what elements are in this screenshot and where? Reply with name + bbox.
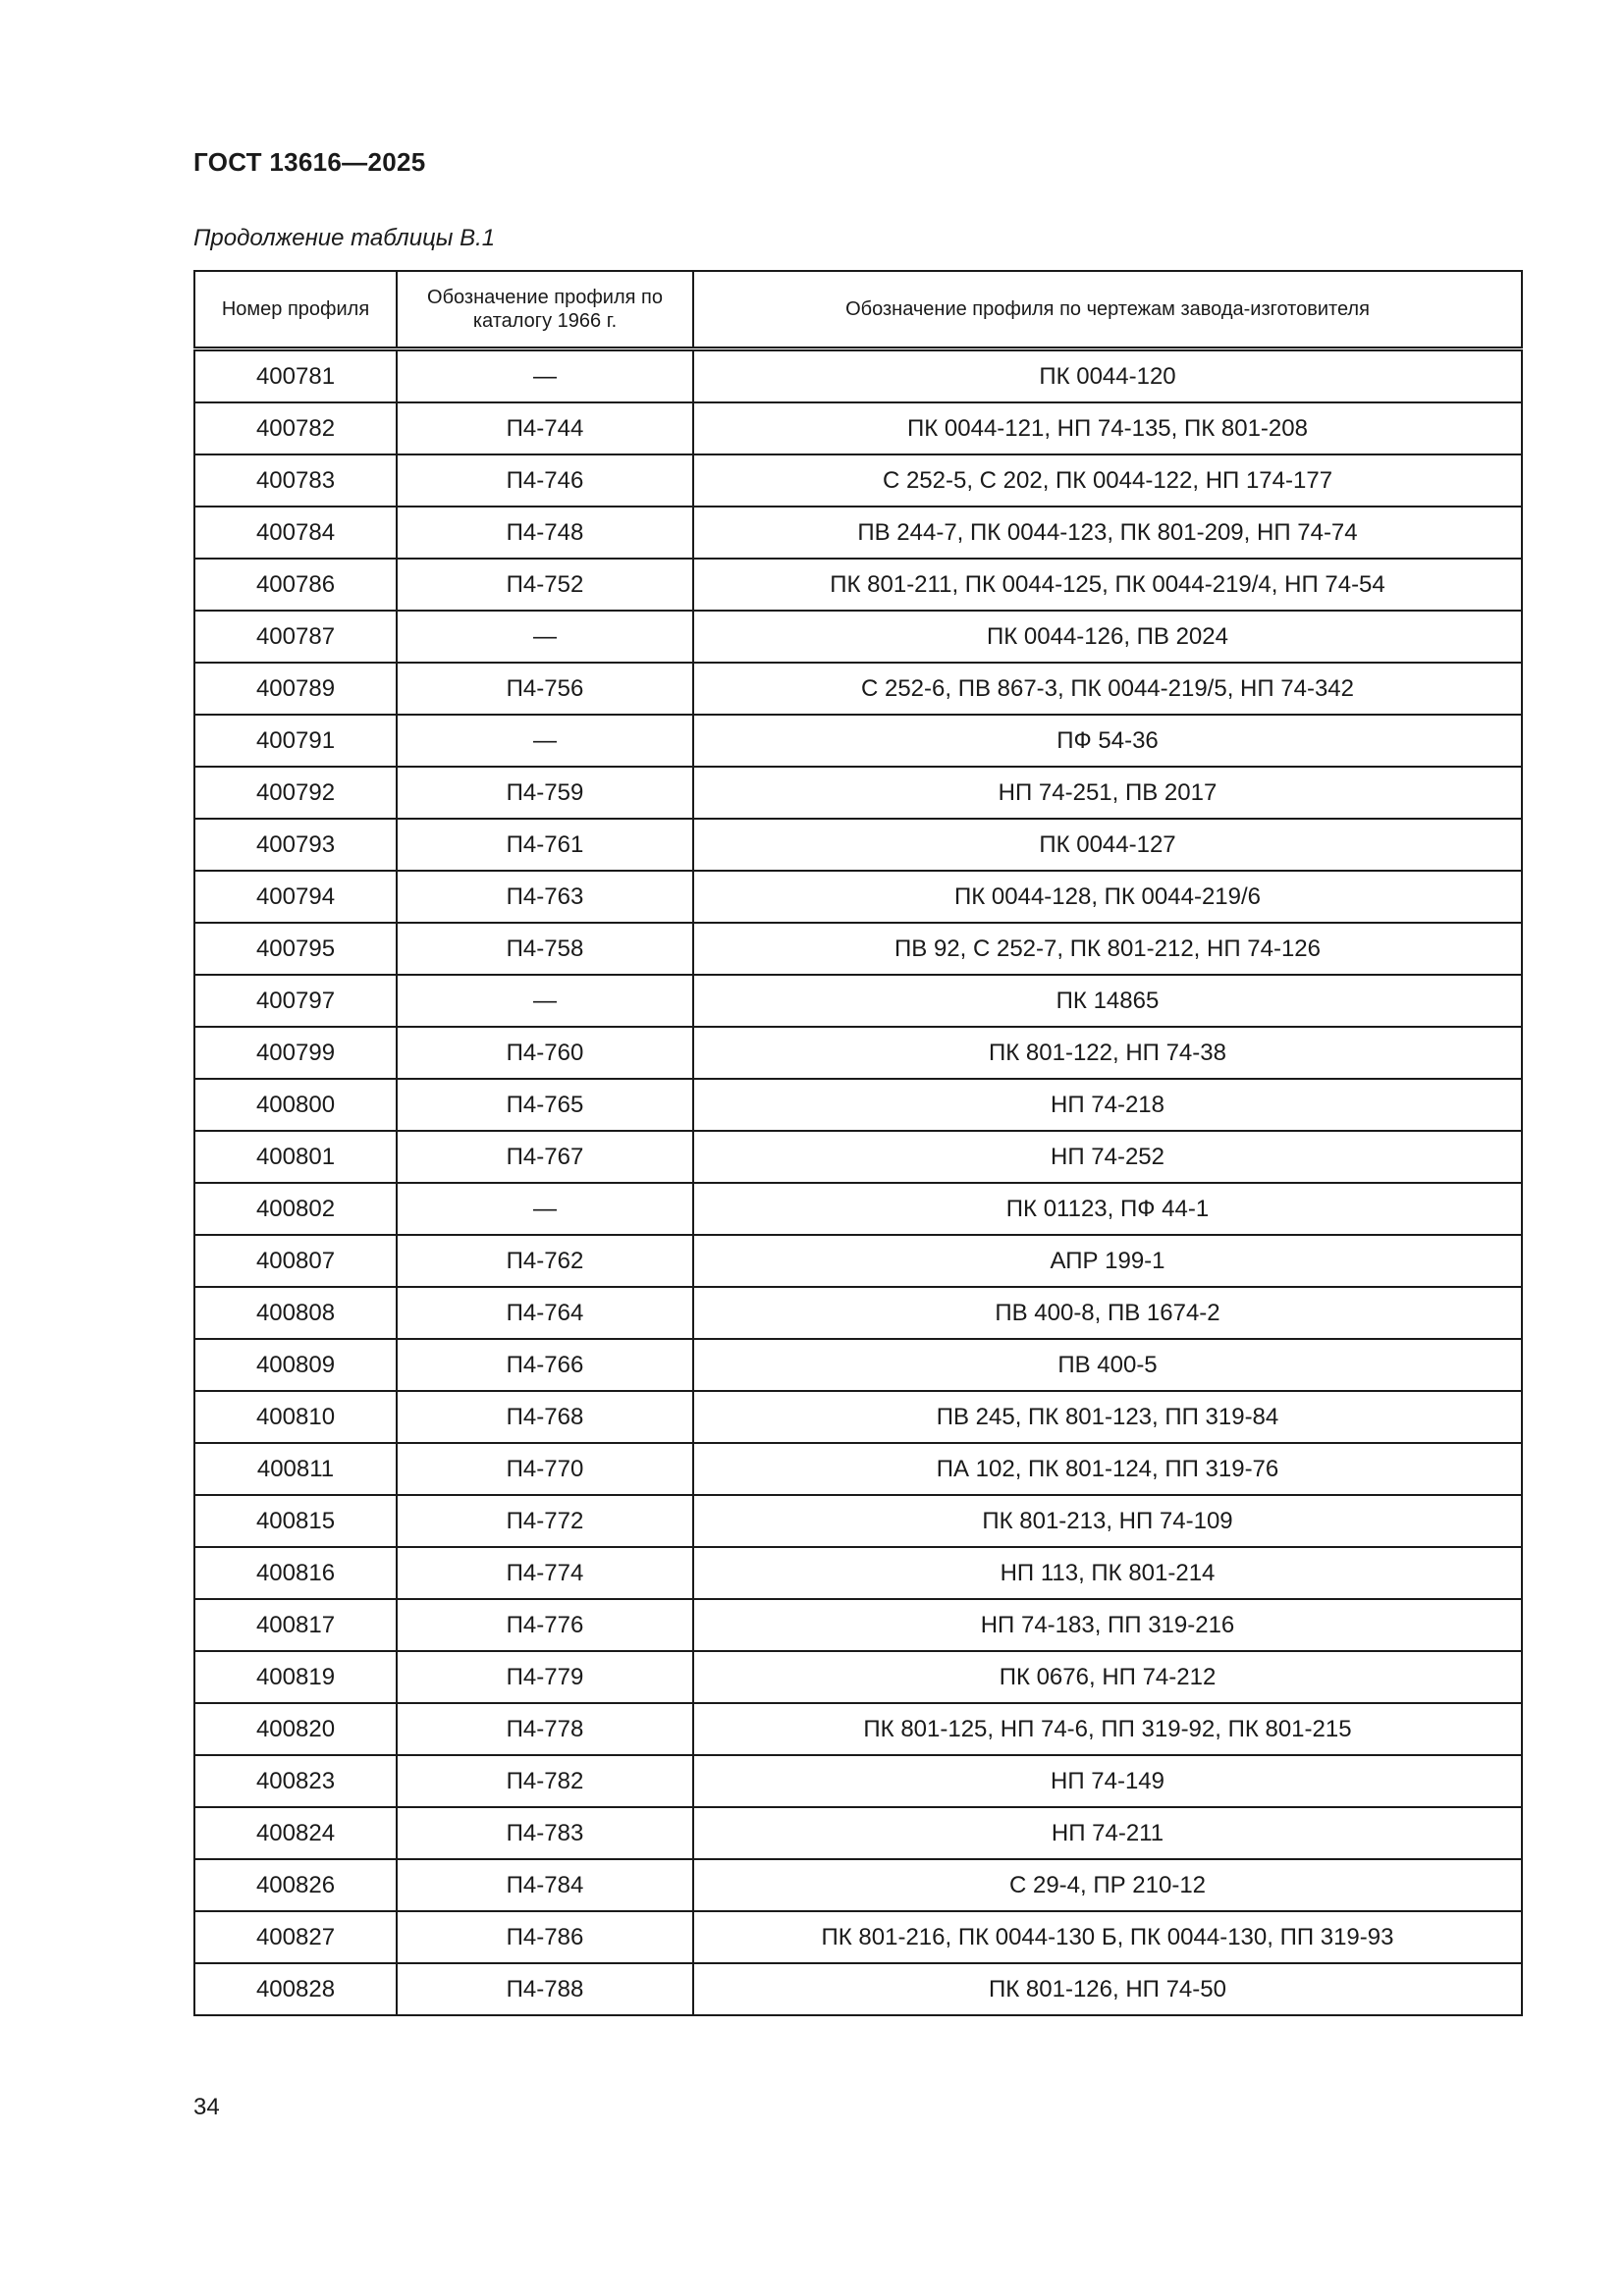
cell-factory-designation: НП 74-183, ПП 319-216 [693,1599,1522,1651]
cell-profile-number: 400820 [194,1703,397,1755]
cell-catalog-designation: П4-767 [397,1131,693,1183]
cell-profile-number: 400783 [194,454,397,507]
cell-catalog-designation: — [397,975,693,1027]
table-row [194,1235,1522,1287]
cell-catalog-designation: П4-761 [397,819,693,871]
cell-catalog-designation: П4-752 [397,559,693,611]
table-row [194,1079,1522,1131]
cell-profile-number: 400795 [194,923,397,975]
cell-profile-number: 400809 [194,1339,397,1391]
cell-factory-designation: ПА 102, ПК 801-124, ПП 319-76 [693,1443,1522,1495]
cell-profile-number: 400817 [194,1599,397,1651]
cell-profile-number: 400811 [194,1443,397,1495]
cell-factory-designation: НП 74-149 [693,1755,1522,1807]
cell-factory-designation: НП 74-211 [693,1807,1522,1859]
table-header-row [194,271,1522,349]
cell-catalog-designation: П4-783 [397,1807,693,1859]
cell-catalog-designation: П4-779 [397,1651,693,1703]
cell-catalog-designation: П4-770 [397,1443,693,1495]
cell-factory-designation: ПК 801-213, НП 74-109 [693,1495,1522,1547]
cell-profile-number: 400802 [194,1183,397,1235]
table-row [194,1495,1522,1547]
cell-catalog-designation: П4-788 [397,1963,693,2015]
cell-factory-designation: ПФ 54-36 [693,715,1522,767]
cell-factory-designation: ПВ 400-5 [693,1339,1522,1391]
table-row [194,767,1522,819]
cell-profile-number: 400789 [194,663,397,715]
table-row [194,1963,1522,2015]
cell-factory-designation: ПВ 400-8, ПВ 1674-2 [693,1287,1522,1339]
cell-catalog-designation: — [397,349,693,403]
cell-profile-number: 400816 [194,1547,397,1599]
table-row [194,349,1522,403]
cell-factory-designation: ПК 801-126, НП 74-50 [693,1963,1522,2015]
cell-profile-number: 400781 [194,349,397,403]
table-row [194,1807,1522,1859]
cell-profile-number: 400826 [194,1859,397,1911]
table-row [194,715,1522,767]
cell-profile-number: 400807 [194,1235,397,1287]
cell-profile-number: 400810 [194,1391,397,1443]
cell-catalog-designation: П4-748 [397,507,693,559]
table-row [194,1599,1522,1651]
column-header-profile-number: Номер профиля [194,271,397,349]
table-row [194,663,1522,715]
cell-catalog-designation: П4-782 [397,1755,693,1807]
table-row [194,871,1522,923]
cell-profile-number: 400815 [194,1495,397,1547]
column-header-factory-designation: Обозначение профиля по чертежам завода-изготовителя [693,271,1522,349]
cell-factory-designation: НП 74-218 [693,1079,1522,1131]
cell-factory-designation: ПК 0676, НП 74-212 [693,1651,1522,1703]
cell-profile-number: 400824 [194,1807,397,1859]
cell-profile-number: 400799 [194,1027,397,1079]
cell-factory-designation: ПК 14865 [693,975,1522,1027]
cell-profile-number: 400782 [194,402,397,454]
cell-factory-designation: ПВ 92, С 252-7, ПК 801-212, НП 74-126 [693,923,1522,975]
column-header-catalog-designation: Обозначение профиля по каталогу 1966 г. [397,271,693,349]
cell-factory-designation: С 252-6, ПВ 867-3, ПК 0044-219/5, НП 74-342 [693,663,1522,715]
cell-catalog-designation: П4-765 [397,1079,693,1131]
cell-factory-designation: С 252-5, С 202, ПК 0044-122, НП 174-177 [693,454,1522,507]
table-row [194,1027,1522,1079]
cell-profile-number: 400808 [194,1287,397,1339]
table-row [194,1651,1522,1703]
cell-catalog-designation: П4-764 [397,1287,693,1339]
table-row [194,1183,1522,1235]
cell-factory-designation: ПК 0044-121, НП 74-135, ПК 801-208 [693,402,1522,454]
cell-catalog-designation: П4-768 [397,1391,693,1443]
cell-catalog-designation: П4-763 [397,871,693,923]
cell-profile-number: 400819 [194,1651,397,1703]
cell-catalog-designation: П4-744 [397,402,693,454]
document-header: ГОСТ 13616—2025 [193,147,426,177]
cell-factory-designation: ПК 01123, ПФ 44-1 [693,1183,1522,1235]
cell-catalog-designation: П4-756 [397,663,693,715]
table-row [194,611,1522,663]
cell-factory-designation: ПК 0044-126, ПВ 2024 [693,611,1522,663]
cell-factory-designation: ПК 801-122, НП 74-38 [693,1027,1522,1079]
table-row [194,1755,1522,1807]
cell-profile-number: 400828 [194,1963,397,2015]
table-row [194,1287,1522,1339]
table-row [194,1859,1522,1911]
cell-profile-number: 400823 [194,1755,397,1807]
cell-catalog-designation: П4-759 [397,767,693,819]
table-row [194,1911,1522,1963]
cell-factory-designation: ПВ 245, ПК 801-123, ПП 319-84 [693,1391,1522,1443]
cell-catalog-designation: П4-776 [397,1599,693,1651]
table-body [194,349,1522,2016]
cell-profile-number: 400801 [194,1131,397,1183]
cell-catalog-designation: — [397,715,693,767]
cell-factory-designation: ПК 0044-127 [693,819,1522,871]
table-row [194,975,1522,1027]
cell-profile-number: 400827 [194,1911,397,1963]
cell-catalog-designation: П4-760 [397,1027,693,1079]
cell-catalog-designation: П4-774 [397,1547,693,1599]
table-row [194,454,1522,507]
cell-catalog-designation: П4-758 [397,923,693,975]
table-header [194,271,1522,349]
table-row [194,1391,1522,1443]
table-row [194,1131,1522,1183]
table-row [194,1443,1522,1495]
cell-factory-designation: НП 74-251, ПВ 2017 [693,767,1522,819]
cell-catalog-designation: П4-766 [397,1339,693,1391]
cell-factory-designation: АПР 199-1 [693,1235,1522,1287]
cell-catalog-designation: П4-746 [397,454,693,507]
cell-factory-designation: ПК 0044-120 [693,349,1522,403]
cell-profile-number: 400786 [194,559,397,611]
cell-profile-number: 400784 [194,507,397,559]
cell-profile-number: 400794 [194,871,397,923]
cell-factory-designation: ПК 801-216, ПК 0044-130 Б, ПК 0044-130, ПП 319-93 [693,1911,1522,1963]
cell-catalog-designation: П4-778 [397,1703,693,1755]
table-row [194,1339,1522,1391]
cell-factory-designation: С 29-4, ПР 210-12 [693,1859,1522,1911]
table-row [194,559,1522,611]
cell-catalog-designation: П4-762 [397,1235,693,1287]
table-row [194,819,1522,871]
cell-profile-number: 400793 [194,819,397,871]
cell-profile-number: 400800 [194,1079,397,1131]
page-number: 34 [193,2094,220,2120]
cell-profile-number: 400792 [194,767,397,819]
table-row [194,1547,1522,1599]
cell-catalog-designation: — [397,611,693,663]
cell-profile-number: 400797 [194,975,397,1027]
cell-factory-designation: ПК 801-211, ПК 0044-125, ПК 0044-219/4, НП 74-54 [693,559,1522,611]
cell-factory-designation: НП 113, ПК 801-214 [693,1547,1522,1599]
cell-catalog-designation: П4-784 [397,1859,693,1911]
cell-catalog-designation: П4-772 [397,1495,693,1547]
cell-profile-number: 400787 [194,611,397,663]
table-row [194,402,1522,454]
table-row [194,1703,1522,1755]
cell-catalog-designation: — [397,1183,693,1235]
cell-factory-designation: НП 74-252 [693,1131,1522,1183]
table-row [194,923,1522,975]
cell-factory-designation: ПВ 244-7, ПК 0044-123, ПК 801-209, НП 74-74 [693,507,1522,559]
table-caption: Продолжение таблицы В.1 [193,225,496,251]
cell-profile-number: 400791 [194,715,397,767]
cell-factory-designation: ПК 0044-128, ПК 0044-219/6 [693,871,1522,923]
table-row [194,507,1522,559]
profile-table-container [193,270,1521,2016]
cell-catalog-designation: П4-786 [397,1911,693,1963]
cell-factory-designation: ПК 801-125, НП 74-6, ПП 319-92, ПК 801-215 [693,1703,1522,1755]
profile-table [193,270,1523,2016]
